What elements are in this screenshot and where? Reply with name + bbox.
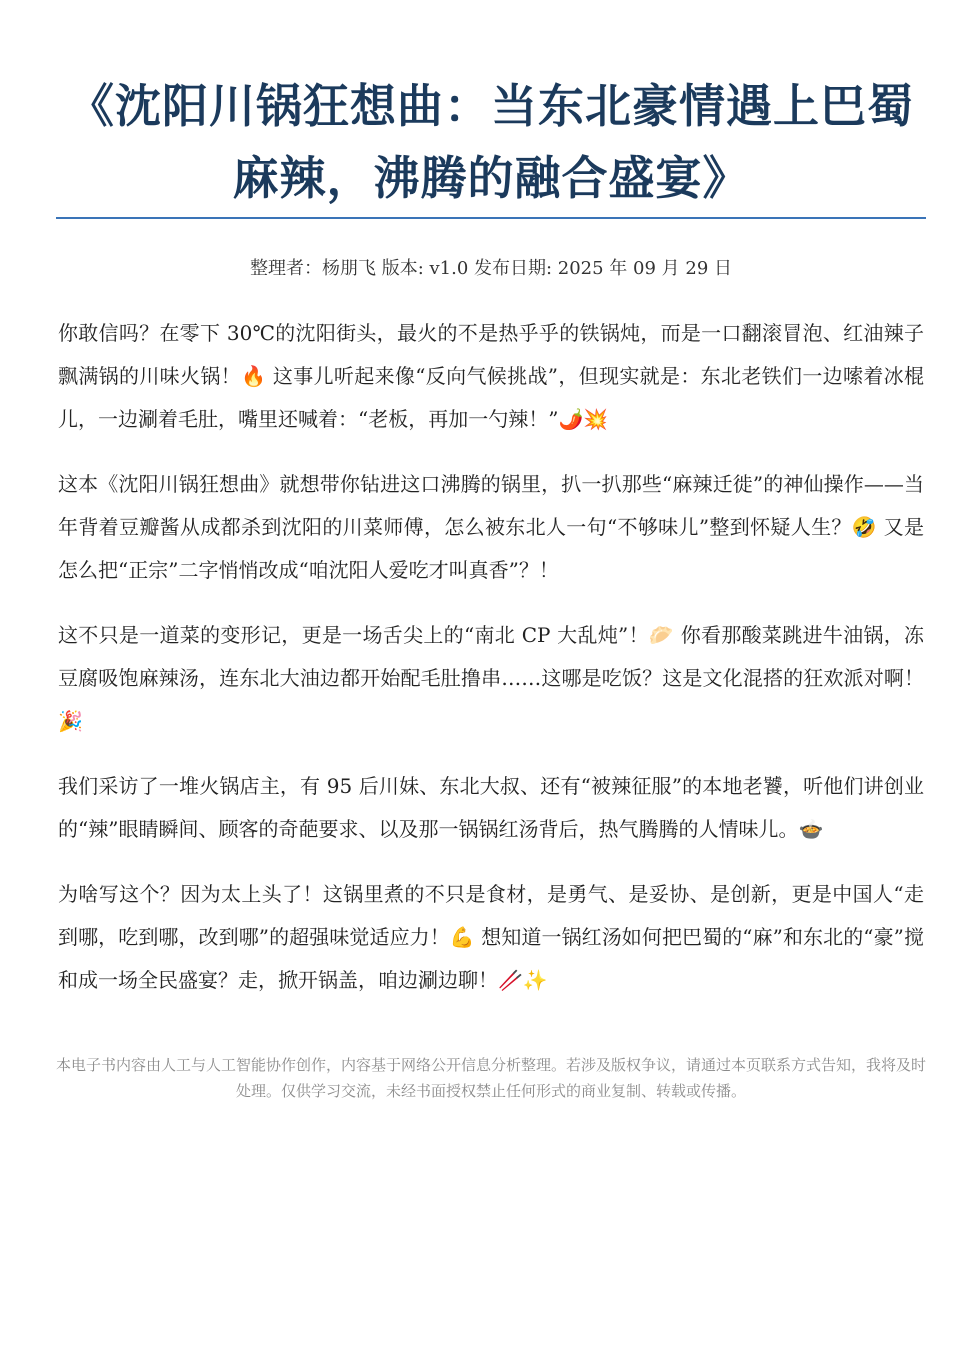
- paragraph-2: 这本《沈阳川锅狂想曲》就想带你钻进这口沸腾的锅里，扒一扒那些“麻辣迁徙”的神仙操作——当年背着豆瓣酱从成都杀到沈阳的川菜师傅，怎么被东北人一句“不够味儿”整到怀疑人生？🤣 又是怎么把“正宗”二字悄悄改成“咱沈阳人爱吃才叫真香”？！: [58, 472, 924, 582]
- copyright-disclaimer: 本电子书内容由人工与人工智能协作创作，内容基于网络公开信息分析整理。若涉及版权争议，请通过本页联系方式告知，我将及时处理。仅供学习交流，未经书面授权禁止任何形式的商业复制、转载或传播。: [56, 1056, 927, 1100]
- paragraph-5: 为啥写这个？因为太上头了！这锅里煮的不只是食材，是勇气、是妥协、是创新，更是中国人“走到哪，吃到哪，改到哪”的超强味觉适应力！💪 想知道一锅红汤如何把巴蜀的“麻”和东北的“豪”搅和成一场全民盛宴？走，掀开锅盖，咱边涮边聊！🥢✨: [58, 882, 924, 992]
- document-title: 《沈阳川锅狂想曲：当东北豪情遇上巴蜀麻辣，沸腾的融合盛宴》: [68, 79, 914, 205]
- document-meta: 整理者：杨朋飞 版本: v1.0 发布日期: 2025 年 09 月 29 日: [249, 258, 733, 279]
- paragraph-1: 你敢信吗？在零下 30℃的沈阳街头，最火的不是热乎乎的铁锅炖，而是一口翻滚冒泡、红油辣子飘满锅的川味火锅！🔥 这事儿听起来像“反向气候挑战”，但现实就是：东北老铁们一边嗦着冰棍儿，一边涮着毛肚，嘴里还喊着：“老板，再加一勺辣！”🌶️💥: [58, 321, 924, 431]
- title-divider: [56, 217, 926, 219]
- paragraph-4: 我们采访了一堆火锅店主，有 95 后川妹、东北大叔、还有“被辣征服”的本地老饕，听他们讲创业的“辣”眼睛瞬间、顾客的奇葩要求、以及那一锅锅红汤背后，热气腾腾的人情味儿。🍲: [58, 774, 924, 841]
- document-body: [58, 312, 924, 1024]
- paragraph-3: 这不只是一道菜的变形记，更是一场舌尖上的“南北 CP 大乱炖”！🥟 你看那酸菜跳进牛油锅，冻豆腐吸饱麻辣汤，连东北大油边都开始配毛肚撸串……这哪是吃饭？这是文化混搭的狂欢派对啊！🎉: [58, 623, 924, 733]
